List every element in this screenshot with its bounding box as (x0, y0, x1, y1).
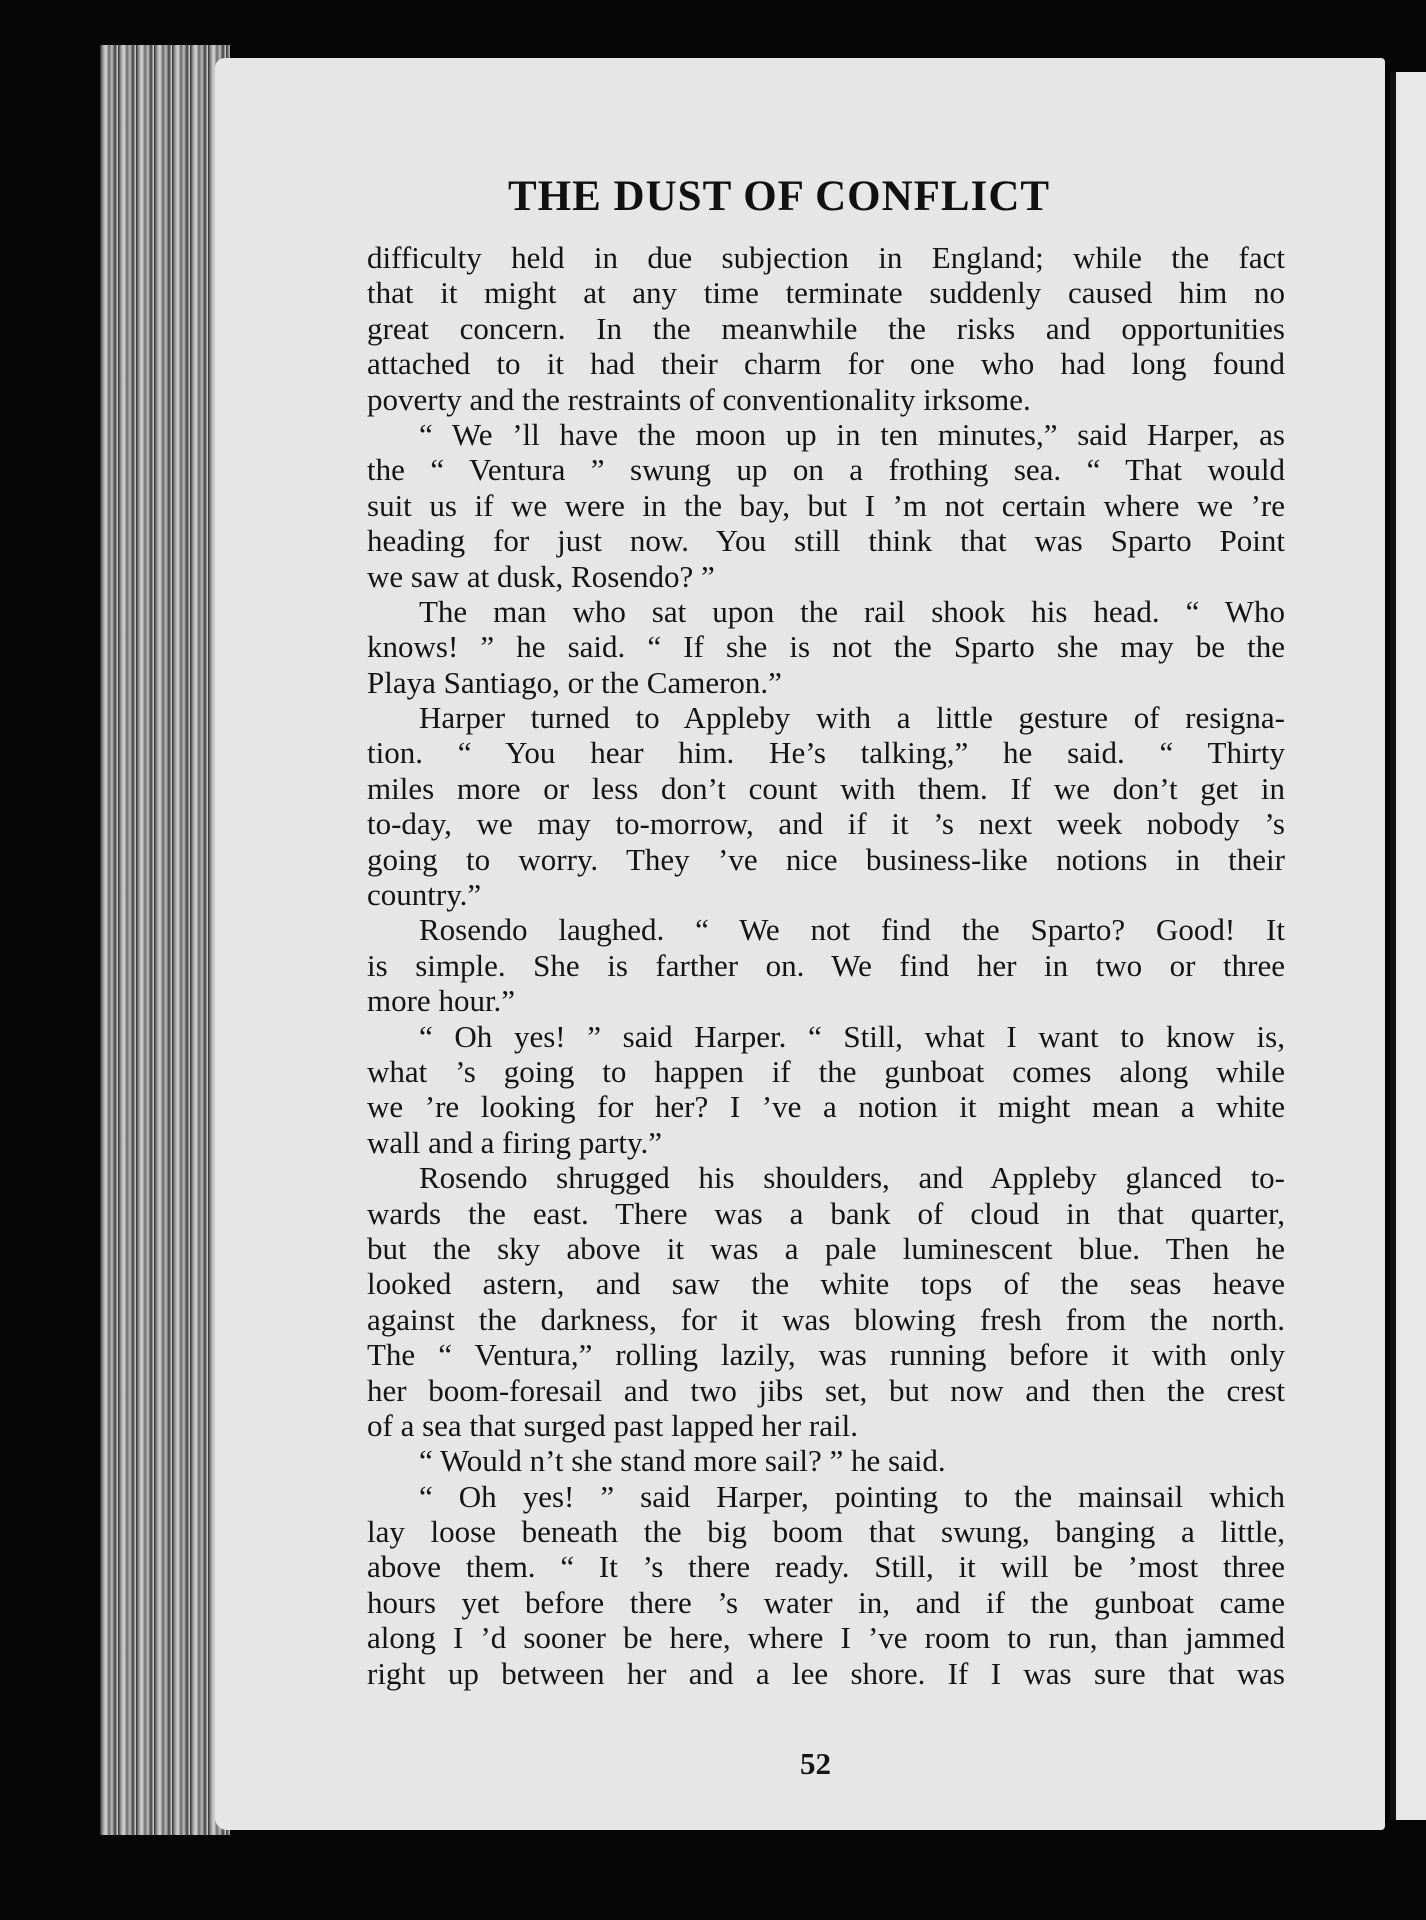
text-line: suit us if we were in the bay, but I ’m not certain where we ’re (367, 487, 1285, 523)
text-line: heading for just now. You still think that was Sparto Point (367, 523, 1285, 559)
text-line: going to worry. They ’ve nice business-like notions in their (367, 841, 1285, 877)
text-line: country.” (367, 877, 482, 913)
book-spine-edges (100, 45, 230, 1835)
text-line: The man who sat upon the rail shook his head. “ Who (419, 593, 1285, 629)
text-line: above them. “ It ’s there ready. Still, it will be ’most three (367, 1549, 1285, 1585)
text-line: what ’s going to happen if the gunboat comes along while (367, 1053, 1285, 1089)
text-line: poverty and the restraints of conventionality irksome. (367, 381, 1031, 417)
text-line: of a sea that surged past lapped her rail. (367, 1407, 858, 1443)
text-line: more hour.” (367, 983, 516, 1019)
text-line: Harper turned to Appleby with a little gesture of resigna- (419, 700, 1285, 736)
text-line: wards the east. There was a bank of cloud in that quarter, (367, 1195, 1285, 1231)
text-line: her boom-foresail and two jibs set, but now and then the crest (367, 1372, 1285, 1408)
text-line: wall and a firing party.” (367, 1124, 662, 1160)
text-line: Rosendo shrugged his shoulders, and Appleby glanced to- (419, 1160, 1285, 1196)
text-line: knows! ” he said. “ If she is not the Sparto she may be the (367, 629, 1285, 665)
page-number: 52 (800, 1746, 831, 1781)
text-line: we ’re looking for her? I ’ve a notion it might mean a white (367, 1089, 1285, 1125)
text-line: The “ Ventura,” rolling lazily, was running before it with only (367, 1337, 1285, 1373)
text-line: we saw at dusk, Rosendo? ” (367, 558, 715, 594)
text-line: miles more or less don’t count with them. If we don’t get in (367, 770, 1285, 806)
text-line: that it might at any time terminate suddenly caused him no (367, 275, 1285, 311)
text-line: Rosendo laughed. “ We not find the Sparto? Good! It (419, 912, 1285, 948)
text-line: lay loose beneath the big boom that swung, banging a little, (367, 1514, 1285, 1550)
text-line: “ Oh yes! ” said Harper. “ Still, what I want to know is, (419, 1018, 1285, 1054)
text-line: difficulty held in due subjection in England; while the fact (367, 240, 1285, 275)
text-line: to-day, we may to-morrow, and if it ’s next week nobody ’s (367, 806, 1285, 842)
text-line: “ Oh yes! ” said Harper, pointing to the mainsail which (419, 1478, 1285, 1514)
text-line: the “ Ventura ” swung up on a frothing sea. “ That would (367, 452, 1285, 488)
running-head: THE DUST OF CONFLICT (508, 173, 1051, 220)
text-line: along I ’d sooner be here, where I ’ve room to run, than jammed (367, 1620, 1285, 1656)
text-line: is simple. She is farther on. We find her in two or three (367, 947, 1285, 983)
text-line: looked astern, and saw the white tops of the seas heave (367, 1266, 1285, 1302)
facing-page-edge (1390, 72, 1426, 1820)
text-line: attached to it had their charm for one who had long found (367, 346, 1285, 382)
text-line: “ We ’ll have the moon up in ten minutes,” said Harper, as (419, 416, 1285, 452)
text-line: against the darkness, for it was blowing fresh from the north. (367, 1301, 1285, 1337)
text-line: great concern. In the meanwhile the risks and opportunities (367, 310, 1285, 346)
text-line: but the sky above it was a pale luminescent blue. Then he (367, 1230, 1285, 1266)
text-line: hours yet before there ’s water in, and if the gunboat came (367, 1584, 1285, 1620)
text-line: tion. “ You hear him. He’s talking,” he said. “ Thirty (367, 735, 1285, 771)
text-line: “ Would n’t she stand more sail? ” he said. (419, 1443, 946, 1479)
text-line: right up between her and a lee shore. If I was sure that was (367, 1655, 1285, 1691)
body-text (367, 240, 1285, 1691)
text-line: Playa Santiago, or the Cameron.” (367, 664, 782, 700)
